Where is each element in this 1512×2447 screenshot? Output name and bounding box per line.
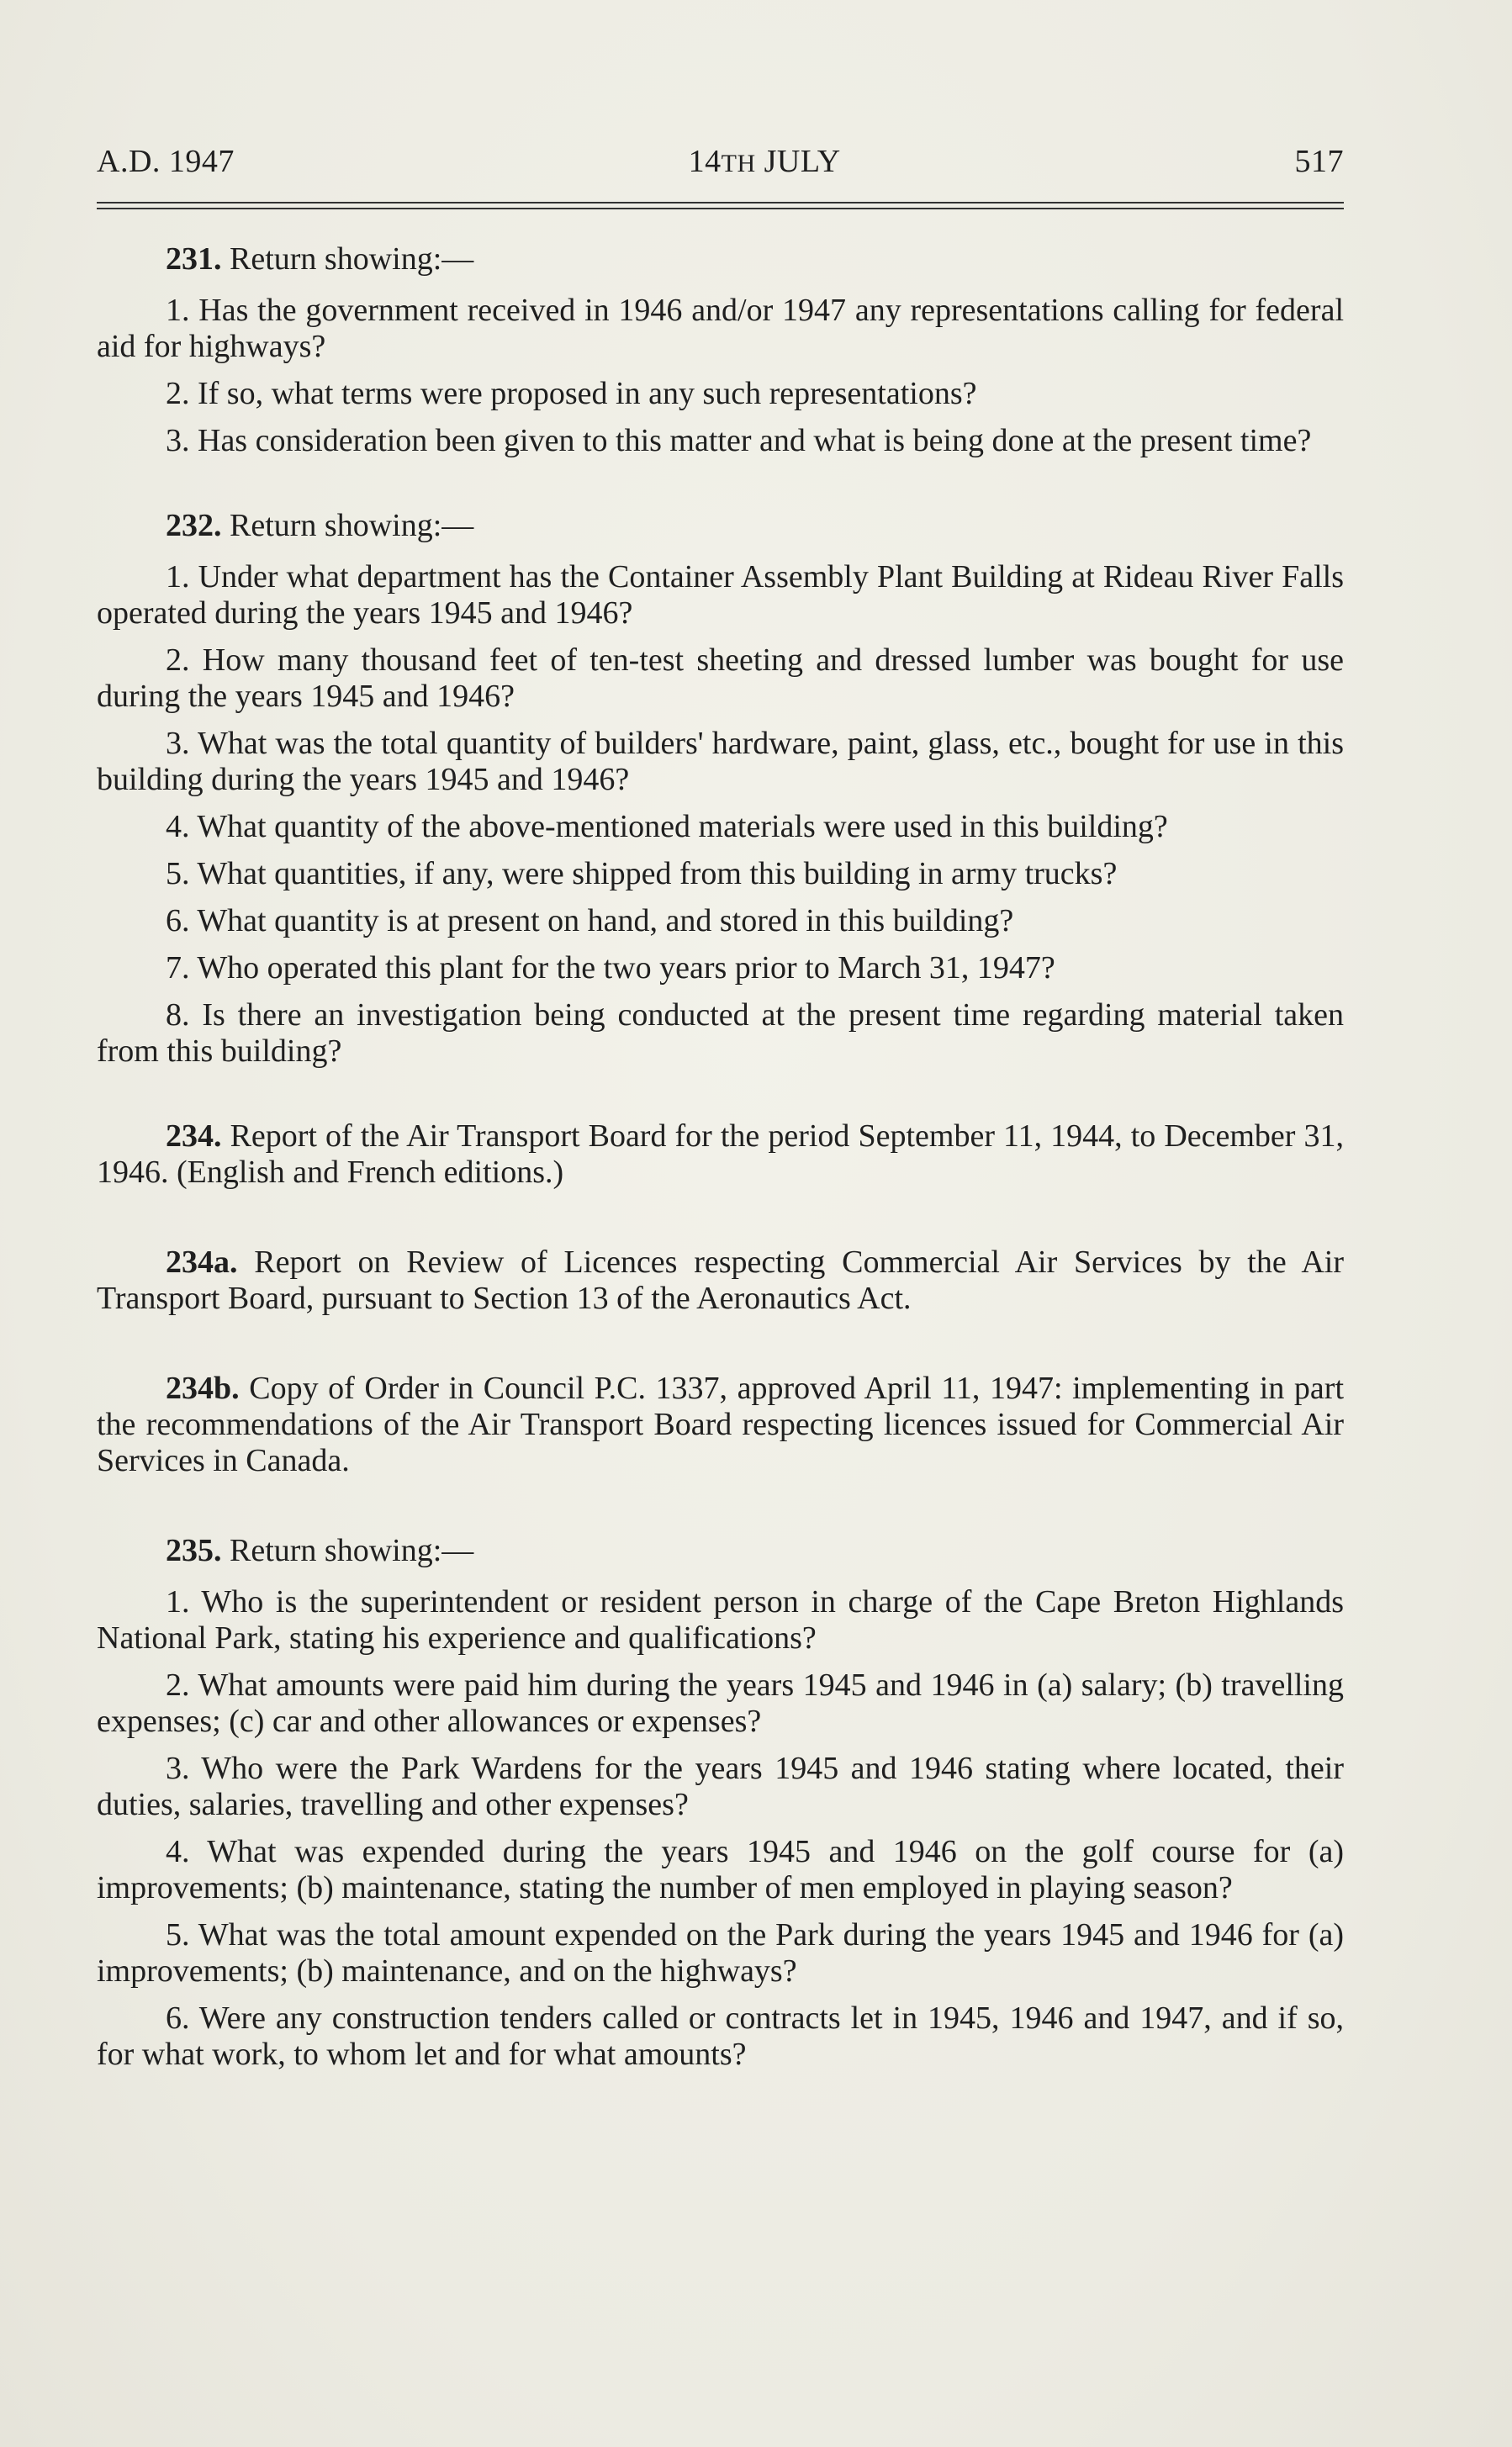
question: 3. What was the total quantity of builders' hardware, paint, glass, etc., bought for use in this building during the years 1945 and 1946?	[97, 726, 1344, 797]
question: 3. Has consideration been given to this matter and what is being done at the present time?	[166, 423, 1312, 458]
item-234	[97, 1118, 1344, 1191]
question: 7. Who operated this plant for the two years prior to March 31, 1947?	[166, 950, 1055, 986]
question: 4. What was expended during the years 1945 and 1946 on the golf course for (a) improvements; (b) maintenance, stating the number of men employed in playing season?	[97, 1834, 1344, 1905]
header-rule	[97, 202, 1344, 209]
question: 6. What quantity is at present on hand, and stored in this building?	[166, 903, 1014, 938]
report-entry: 234. Report of the Air Transport Board for the period September 11, 1944, to December 31, 1946. (English and French editions.)	[97, 1118, 1345, 1190]
question: 1. Under what department has the Container Assembly Plant Building at Rideau River Falls operated during the years 1945 and 1946?	[97, 559, 1344, 631]
question: 2. What amounts were paid him during the years 1945 and 1946 in (a) salary; (b) travelling expenses; (c) car and other allowances or expenses?	[97, 1667, 1344, 1739]
question: 2. If so, what terms were proposed in any such representations?	[166, 376, 977, 411]
item-234b	[97, 1371, 1344, 1479]
item-235	[97, 1533, 1344, 2073]
question: 8. Is there an investigation being conducted at the present time regarding material taken from this building?	[97, 997, 1344, 1069]
report-entry: 234a. Report on Review of Licences respecting Commercial Air Services by the Air Transport Board, pursuant to Section 13 of the Aeronautics Act.	[97, 1245, 1345, 1316]
page-number: 517	[1294, 144, 1344, 179]
item-heading: 231. Return showing:—	[166, 241, 474, 277]
item-heading: 232. Return showing:—	[166, 508, 474, 543]
question: 1. Has the government received in 1946 and/or 1947 any representations calling for federal aid for highways?	[97, 293, 1344, 364]
question: 3. Who were the Park Wardens for the years 1945 and 1946 stating where located, their duties, salaries, travelling and other expenses?	[97, 1751, 1344, 1822]
page-header	[97, 143, 1344, 180]
question: 6. Were any construction tenders called or contracts let in 1945, 1946 and 1947, and if so, for what work, to whom let and for what amounts?	[97, 2000, 1344, 2072]
item-231	[97, 241, 1344, 459]
question: 2. How many thousand feet of ten-test sheeting and dressed lumber was bought for use during the years 1945 and 1946?	[97, 642, 1344, 714]
question: 1. Who is the superintendent or resident person in charge of the Cape Breton Highlands National Park, stating his experience and qualifications?	[97, 1584, 1344, 1656]
item-234a	[97, 1245, 1344, 1317]
question: 5. What was the total amount expended on the Park during the years 1945 and 1946 for (a) improvements; (b) maintenance, and on the highways?	[97, 1917, 1344, 1989]
header-date: 14TH JULY	[688, 144, 841, 179]
item-232	[97, 508, 1344, 1070]
question: 5. What quantities, if any, were shipped from this building in army trucks?	[166, 856, 1118, 891]
item-heading: 235. Return showing:—	[166, 1533, 474, 1568]
question: 4. What quantity of the above-mentioned materials were used in this building?	[166, 809, 1168, 844]
document-body	[97, 241, 1344, 2073]
header-year: A.D. 1947	[97, 144, 235, 179]
report-entry: 234b. Copy of Order in Council P.C. 1337, approved April 11, 1947: implementing in part the recommendations of the Air Transport Board respecting licences issued for Commercial Air Services in Canada.	[97, 1371, 1344, 1478]
